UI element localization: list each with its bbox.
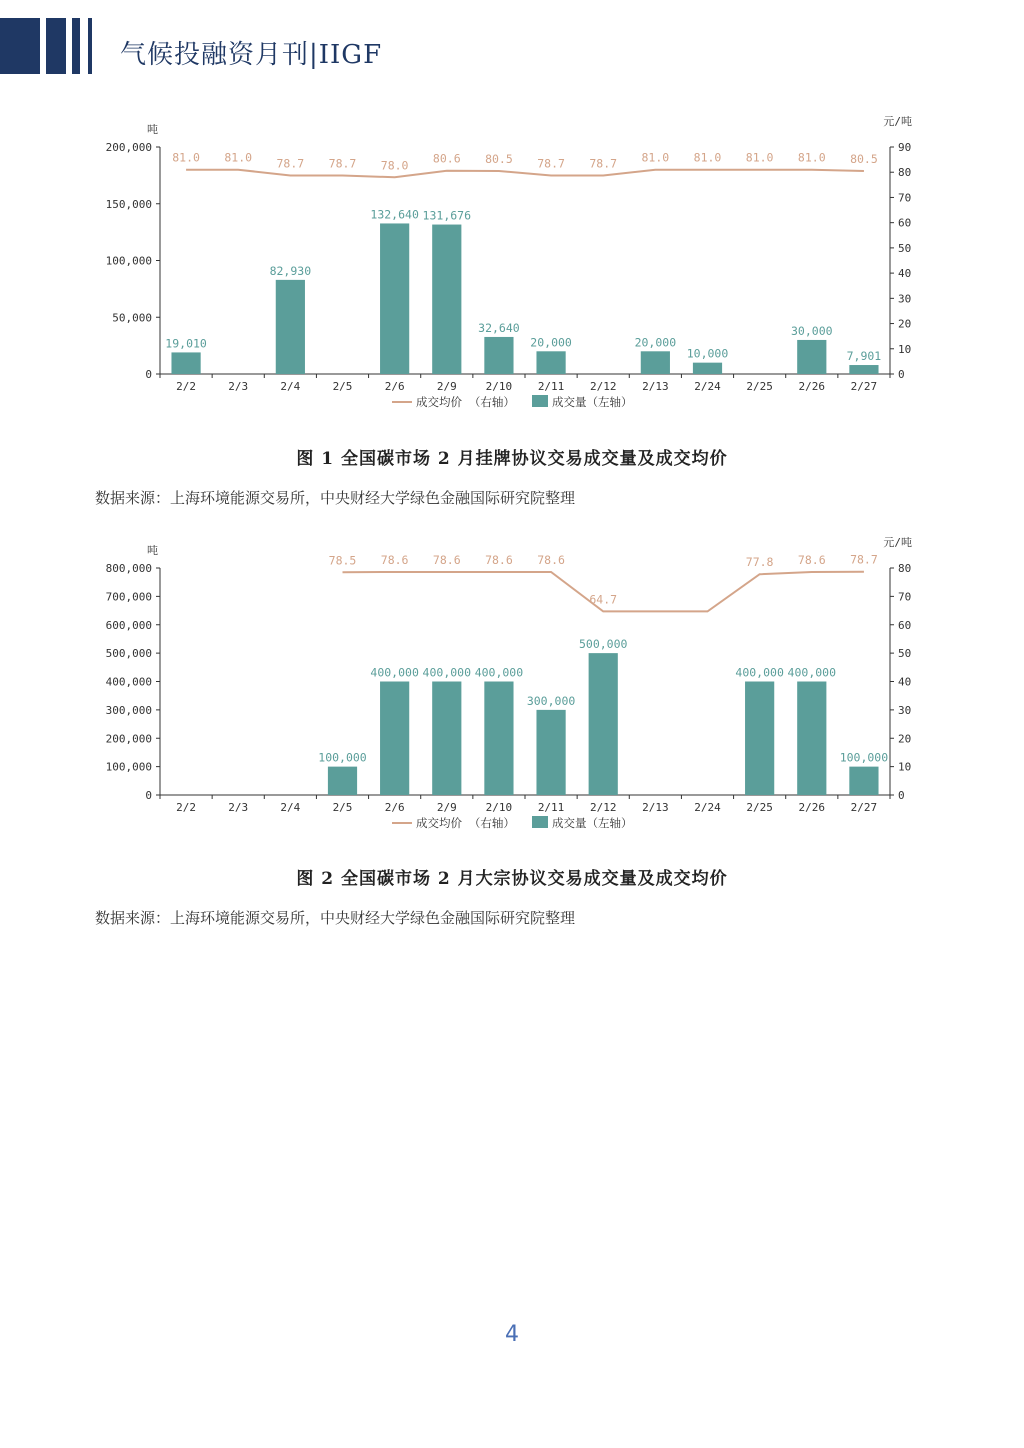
bar [432, 682, 461, 796]
chart-2 [90, 533, 930, 843]
y-right-tick-label: 20 [898, 732, 912, 746]
header-bar [72, 18, 80, 74]
y-left-tick-label: 50,000 [112, 311, 152, 325]
bar [849, 365, 878, 374]
line-data-label: 81.0 [693, 150, 722, 165]
figure-2-source: 数据来源：上海环境能源交易所，中央财经大学绿色金融国际研究院整理 [95, 909, 576, 927]
header-logo-bars [0, 18, 100, 74]
y-right-tick-label: 40 [898, 267, 912, 281]
x-tick-label: 2/3 [228, 380, 249, 393]
chart-1 [90, 112, 930, 422]
bar-data-label: 100,000 [839, 750, 889, 765]
bar-data-label: 7,901 [846, 349, 882, 364]
y-right-tick-label: 50 [898, 241, 912, 255]
legend-bar-label: 成交量（左轴） [552, 816, 633, 830]
header-bar [0, 18, 40, 74]
x-tick-label: 2/5 [332, 801, 353, 814]
line-data-label: 78.7 [537, 156, 565, 171]
bar [380, 223, 409, 374]
bar-data-label: 30,000 [791, 323, 833, 338]
bar [171, 352, 200, 374]
legend-line-label: 成交均价 （右轴） [416, 395, 515, 409]
y-left-tick-label: 0 [145, 368, 152, 381]
line-data-label: 78.6 [432, 552, 461, 567]
y-right-unit: 元/吨 [883, 536, 912, 549]
y-left-unit: 吨 [147, 544, 158, 557]
bar [484, 682, 513, 796]
bar [276, 280, 305, 374]
bar [849, 767, 878, 795]
bar [745, 682, 774, 796]
y-right-tick-label: 70 [898, 590, 912, 604]
y-right-tick-label: 80 [898, 562, 912, 575]
x-tick-label: 2/2 [176, 801, 197, 814]
bar-data-label: 400,000 [474, 665, 524, 680]
x-tick-label: 2/13 [642, 380, 669, 393]
bar-data-label: 19,010 [165, 336, 207, 351]
y-right-tick-label: 80 [898, 166, 912, 180]
y-right-tick-label: 20 [898, 317, 912, 331]
line-data-label: 78.7 [328, 156, 357, 171]
x-tick-label: 2/26 [798, 380, 826, 393]
y-right-tick-label: 10 [898, 760, 912, 774]
bar-data-label: 300,000 [526, 693, 576, 708]
x-tick-label: 2/26 [798, 801, 826, 814]
x-tick-label: 2/3 [228, 801, 249, 814]
y-right-tick-label: 90 [898, 141, 912, 154]
legend-bar-label: 成交量（左轴） [552, 395, 633, 409]
x-tick-label: 2/11 [537, 801, 565, 814]
y-right-tick-label: 10 [898, 342, 912, 356]
x-tick-label: 2/12 [589, 801, 617, 814]
x-tick-label: 2/4 [280, 380, 301, 393]
x-tick-label: 2/24 [694, 801, 721, 814]
bar-data-label: 132,640 [370, 207, 419, 222]
bar-data-label: 20,000 [530, 335, 572, 350]
chart-2-svg [90, 533, 930, 843]
y-right-tick-label: 0 [898, 368, 905, 381]
line-data-label: 78.5 [328, 553, 357, 568]
bar-data-label: 10,000 [686, 346, 729, 361]
x-tick-label: 2/10 [485, 801, 513, 814]
line-data-label: 80.5 [850, 151, 878, 166]
line-data-label: 81.0 [224, 150, 253, 165]
line-data-label: 78.7 [589, 156, 618, 171]
bar-data-label: 100,000 [318, 750, 367, 765]
y-left-tick-label: 700,000 [105, 590, 152, 604]
bar-data-label: 131,676 [422, 208, 472, 223]
line-data-label: 78.6 [537, 552, 565, 567]
bar [589, 653, 618, 795]
line-data-label: 80.6 [432, 151, 461, 166]
page-number: 4 [505, 1322, 519, 1347]
y-left-tick-label: 150,000 [105, 197, 152, 211]
line-data-label: 81.0 [797, 150, 826, 165]
y-left-tick-label: 300,000 [105, 703, 152, 717]
bar [641, 351, 670, 374]
y-left-tick-label: 100,000 [105, 760, 152, 774]
header-bar [88, 18, 92, 74]
y-right-unit: 元/吨 [883, 115, 912, 128]
x-tick-label: 2/25 [746, 380, 773, 393]
bar-data-label: 500,000 [578, 637, 628, 652]
y-right-tick-label: 60 [898, 216, 912, 230]
legend-bar-swatch [532, 395, 548, 407]
x-tick-label: 2/13 [642, 801, 669, 814]
y-right-tick-label: 40 [898, 675, 912, 689]
x-tick-label: 2/10 [485, 380, 513, 393]
y-left-tick-label: 0 [145, 789, 152, 802]
y-left-tick-label: 200,000 [105, 732, 152, 746]
x-tick-label: 2/11 [537, 380, 565, 393]
legend-line-label: 成交均价 （右轴） [416, 816, 515, 830]
y-right-tick-label: 50 [898, 647, 912, 661]
line-data-label: 78.6 [380, 552, 409, 567]
bar [484, 337, 513, 374]
x-tick-label: 2/27 [850, 380, 878, 393]
line-data-label: 81.0 [641, 150, 670, 165]
y-left-tick-label: 500,000 [105, 647, 152, 661]
x-tick-label: 2/5 [332, 380, 353, 393]
y-left-tick-label: 200,000 [105, 141, 152, 154]
bar [797, 682, 826, 796]
line-data-label: 78.6 [797, 552, 826, 567]
header-title: 气候投融资月刊|IIGF [120, 40, 383, 70]
bar [693, 363, 722, 374]
figure-1-caption: 图 1 全国碳市场 2 月挂牌协议交易成交量及成交均价 [296, 449, 728, 469]
line-data-label: 80.5 [485, 151, 513, 166]
bar-data-label: 82,930 [269, 263, 312, 278]
x-tick-label: 2/4 [280, 801, 301, 814]
y-right-tick-label: 60 [898, 618, 912, 632]
bar-data-label: 32,640 [478, 320, 520, 335]
x-tick-label: 2/27 [850, 801, 878, 814]
y-left-tick-label: 100,000 [105, 254, 152, 268]
y-left-unit: 吨 [147, 123, 158, 136]
y-right-tick-label: 30 [898, 292, 912, 306]
y-left-tick-label: 600,000 [105, 618, 152, 632]
bar-data-label: 400,000 [370, 665, 419, 680]
line-data-label: 81.0 [172, 150, 200, 165]
line-data-label: 78.7 [276, 156, 305, 171]
y-right-tick-label: 0 [898, 789, 905, 802]
figure-2-caption: 图 2 全国碳市场 2 月大宗协议交易成交量及成交均价 [296, 869, 728, 889]
bar-data-label: 400,000 [422, 665, 472, 680]
bar-data-label: 20,000 [634, 335, 677, 350]
bar [536, 351, 565, 374]
legend-bar-swatch [532, 816, 548, 828]
bar-data-label: 400,000 [735, 665, 784, 680]
chart-1-svg [90, 112, 930, 422]
y-left-tick-label: 800,000 [105, 562, 152, 575]
line-data-label: 64.7 [589, 592, 618, 607]
x-tick-label: 2/24 [694, 380, 721, 393]
x-tick-label: 2/9 [436, 801, 457, 814]
y-right-tick-label: 30 [898, 703, 912, 717]
bar [536, 710, 565, 795]
x-tick-label: 2/6 [384, 380, 405, 393]
x-tick-label: 2/25 [746, 801, 773, 814]
header-bar [46, 18, 66, 74]
figure-1-source: 数据来源：上海环境能源交易所，中央财经大学绿色金融国际研究院整理 [95, 489, 576, 507]
x-tick-label: 2/9 [436, 380, 457, 393]
bar [328, 767, 357, 795]
bar [797, 340, 826, 374]
line-data-label: 78.7 [850, 552, 878, 567]
x-tick-label: 2/12 [589, 380, 617, 393]
line-data-label: 78.6 [485, 552, 513, 567]
x-tick-label: 2/6 [384, 801, 405, 814]
bar [380, 682, 409, 796]
bar [432, 225, 461, 374]
line-data-label: 81.0 [745, 150, 774, 165]
y-right-tick-label: 70 [898, 191, 912, 205]
price-line [186, 170, 864, 178]
y-left-tick-label: 400,000 [105, 675, 152, 689]
x-tick-label: 2/2 [176, 380, 197, 393]
line-data-label: 78.0 [380, 158, 409, 173]
bar-data-label: 400,000 [787, 665, 837, 680]
line-data-label: 77.8 [745, 555, 774, 570]
